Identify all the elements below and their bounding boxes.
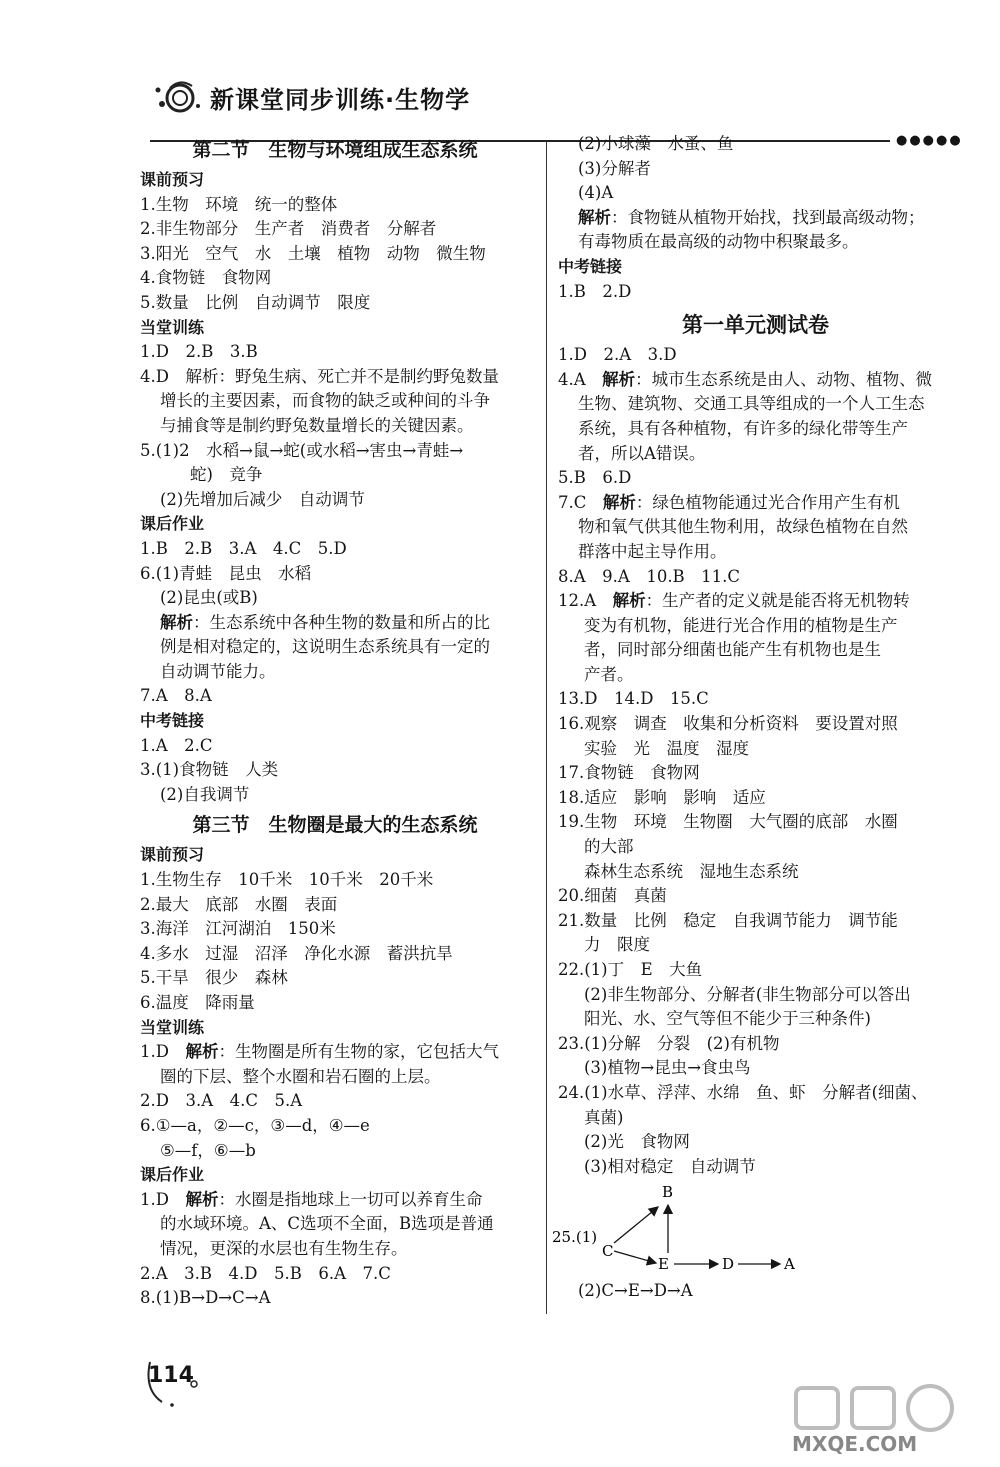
header-title: 新课堂同步训练·生物学 <box>210 86 471 114</box>
answer-line: 例是相对稳定的，这说明生态系统具有一定的 <box>160 637 490 657</box>
analysis-keyword: 解析 <box>612 591 646 611</box>
answer-line <box>558 589 953 614</box>
analysis-text: ：生物圈是所有生物的家，它包括大气 <box>218 1042 499 1062</box>
answer-line: 增长的主要因素，而食物的缺乏或种间的斗争 <box>160 391 490 411</box>
answer-line: 23.(1)分解 分裂 (2)有机物 <box>558 1033 780 1053</box>
answer-line: 圈的下层、整个水圈和岩石圈的上层。 <box>160 1066 441 1086</box>
subheading: 课前预习 <box>140 170 205 189</box>
answer-line: (3)分解者 <box>578 158 651 178</box>
answer-line: 1.B 2.D <box>558 281 632 301</box>
answer-line <box>558 206 953 231</box>
unit-test-title: 第一单元测试卷 <box>682 313 829 338</box>
answer-line: 的水域环境。A、C选项不全面，B选项是普通 <box>160 1214 494 1234</box>
node-b: B <box>662 1183 674 1202</box>
node-d: D <box>722 1255 735 1274</box>
analysis-keyword: 解析 <box>578 207 611 227</box>
subheading: 中考链接 <box>558 256 623 276</box>
answer-line: 1.生物 环境 统一的整体 <box>140 194 338 214</box>
answer-line: 3.阳光 空气 水 土壤 植物 动物 微生物 <box>140 243 486 263</box>
answer-line: 森林生态系统 湿地生态系统 <box>584 861 799 881</box>
answer-line: 21.数量 比例 稳定 自我调节能力 调节能 <box>558 910 898 930</box>
answer-line: 1.D 2.B 3.B <box>140 342 258 362</box>
subheading: 中考链接 <box>140 711 205 731</box>
answer-line: 5.(1)2 水稻→鼠→蛇(或水稻→害虫→青蛙→ <box>140 440 464 460</box>
analysis-text: ：生态系统中各种生物的数量和所占的比 <box>193 612 490 632</box>
answer-line <box>558 491 953 516</box>
answer-line: 1.D 2.A 3.D <box>558 345 677 365</box>
answer-line: 实验 光 温度 湿度 <box>584 738 749 758</box>
answer-line: (2)自我调节 <box>160 784 250 804</box>
answer-line: 7.A 8.A <box>140 686 212 706</box>
answer-number: 4.A <box>558 369 603 389</box>
answer-line: 蛇) 竞争 <box>190 465 263 485</box>
answer-line: 8.(1)B→D→C→A <box>140 1288 271 1308</box>
answer-number: 1.D <box>140 1189 186 1209</box>
food-web-diagram <box>552 1179 953 1279</box>
analysis-keyword: 解析 <box>602 369 636 389</box>
answer-line: 2.D 3.A 4.C 5.A <box>140 1091 303 1111</box>
arrow-c-b <box>614 1207 658 1243</box>
subheading: 当堂训练 <box>140 317 205 337</box>
answer-line: 1.A 2.C <box>140 735 213 755</box>
analysis-keyword: 解析 <box>160 612 193 632</box>
logo-icon <box>150 74 210 114</box>
right-column <box>552 132 953 1304</box>
subheading: 课后作业 <box>140 514 205 534</box>
answer-line: (2)光 食物网 <box>584 1132 690 1152</box>
answer-line: 18.适应 影响 影响 适应 <box>558 787 766 807</box>
answer-line: 4.食物链 食物网 <box>140 268 272 288</box>
answer-line: 5.数量 比例 自动调节 限度 <box>140 292 371 312</box>
answer-line: 5.B 6.D <box>558 468 632 488</box>
analysis-keyword: 解析 <box>602 492 636 512</box>
analysis-text: ：城市生态系统是由人、动物、植物、微 <box>635 369 933 389</box>
answer-line: ⑤—f，⑥—b <box>160 1140 256 1160</box>
answer-line: 5.干旱 很少 森林 <box>140 968 288 988</box>
answer-line: 生物、建筑物、交通工具等组成的一个人工生态 <box>578 394 925 414</box>
answer-line: 3.海洋 江河湖泊 150米 <box>140 919 336 939</box>
answer-line: 群落中起主导作用。 <box>578 541 727 561</box>
answer-line: 阳光、水、空气等但不能少于三种条件) <box>584 1009 871 1029</box>
answer-line: 6.(1)青蛙 昆虫 水稻 <box>140 563 312 583</box>
answer-line: (3)植物→昆虫→食虫鸟 <box>584 1058 751 1078</box>
analysis-text: ：水圈是指地球上一切可以养育生命 <box>218 1189 483 1209</box>
answer-line: 自动调节能力。 <box>160 661 276 681</box>
answer-line: 的大部 <box>584 837 634 857</box>
q25-label: 25.(1) <box>552 1228 598 1247</box>
node-a: A <box>784 1255 795 1274</box>
subheading: 课后作业 <box>140 1165 205 1185</box>
answer-number: 12.A <box>558 591 613 611</box>
answer-line: 17.食物链 食物网 <box>558 763 700 783</box>
answer-line: 与捕食等是制约野兔数量增长的关键因素。 <box>160 415 474 435</box>
answer-line: 物和氧气供其他生物利用，故绿色植物在自然 <box>578 517 908 537</box>
answer-line: 6.①—a，②—c，③—d，④—e <box>140 1115 370 1135</box>
section-title: 第二节 生物与环境组成生态系统 <box>192 139 478 161</box>
answer-line <box>558 368 953 393</box>
answer-line <box>140 1188 530 1213</box>
analysis-keyword: 解析 <box>185 1189 219 1209</box>
answer-line: (3)相对稳定 自动调节 <box>584 1156 756 1176</box>
answer-line: 产者。 <box>584 664 634 684</box>
header-dots: ●●●●● <box>896 133 963 148</box>
answer-line: 24.(1)水草、浮萍、水绵 鱼、虾 分解者(细菌、 <box>558 1082 928 1102</box>
answer-line: 变为有机物，能进行光合作用的植物是生产 <box>584 615 898 635</box>
answer-line: 者，所以A错误。 <box>578 443 706 463</box>
food-web-svg <box>552 1179 818 1279</box>
answer-line: 者，同时部分细菌也能产生有机物也是生 <box>584 640 881 660</box>
node-c: C <box>602 1242 614 1261</box>
arrow-c-e <box>614 1251 656 1263</box>
answer-line: 16.观察 调查 收集和分析资料 要设置对照 <box>558 714 898 734</box>
answer-line <box>140 1040 530 1065</box>
analysis-text: ：生产者的定义就是能否将无机物转 <box>645 591 910 611</box>
answer-line: 19.生物 环境 生物圈 大气圈的底部 水圈 <box>558 812 898 832</box>
answer-line: (4)A <box>578 183 614 203</box>
section-title: 第三节 生物圈是最大的生态系统 <box>192 814 478 837</box>
answer-line: 情况，更深的水层也有生物生存。 <box>160 1238 408 1258</box>
answer-line: 6.温度 降雨量 <box>140 993 255 1012</box>
answer-line: (2)先增加后减少 自动调节 <box>160 489 365 509</box>
analysis-text: ：绿色植物能通过光合作用产生有机 <box>635 492 900 512</box>
answer-line: 1.生物生存 10千米 10千米 20千米 <box>140 870 434 890</box>
analysis-text: ：食物链从植物开始找，找到最高级动物； <box>611 207 925 227</box>
left-column <box>140 132 530 1311</box>
answer-line: 2.最大 底部 水圈 表面 <box>140 894 338 914</box>
answer-line: 有毒物质在最高级的动物中积聚最多。 <box>578 232 859 252</box>
node-e: E <box>658 1255 669 1274</box>
answer-line: 4.多水 过湿 沼泽 净化水源 蓄洪抗旱 <box>140 943 453 963</box>
answer-line: (2)小球藻 水蚤、鱼 <box>578 134 734 153</box>
answer-line: 4.D 解析：野兔生病、死亡并不是制约野兔数量 <box>140 366 499 386</box>
answer-line: 3.(1)食物链 人类 <box>140 760 279 780</box>
answer-line <box>140 611 530 636</box>
page-number: 114 <box>148 1363 194 1388</box>
answer-line: 22.(1)丁 E 大鱼 <box>558 960 703 979</box>
column-divider <box>546 142 547 1314</box>
answer-line: 力 限度 <box>584 935 650 955</box>
answer-line: (2)非生物部分、分解者(非生物部分可以答出 <box>584 984 911 1004</box>
answer-line: (2)C→E→D→A <box>578 1281 693 1301</box>
subheading: 课前预习 <box>140 845 205 865</box>
answer-line: (2)昆虫(或B) <box>160 588 258 608</box>
answer-line: 20.细菌 真菌 <box>558 886 667 906</box>
subheading: 当堂训练 <box>140 1017 205 1037</box>
answer-line: 真菌) <box>584 1107 624 1127</box>
answer-number: 1.D <box>140 1042 186 1062</box>
answer-line: 系统，具有各种植物，有许多的绿化带等生产 <box>578 418 908 438</box>
answer-line: 1.B 2.B 3.A 4.C 5.D <box>140 538 347 558</box>
answer-line: 13.D 14.D 15.C <box>558 689 709 709</box>
answer-number: 7.C <box>558 492 603 512</box>
answer-line: 8.A 9.A 10.B 11.C <box>558 566 741 586</box>
answer-line: 2.非生物部分 生产者 消费者 分解者 <box>140 219 437 239</box>
answer-line: 2.A 3.B 4.D 5.B 6.A 7.C <box>140 1263 391 1283</box>
watermark-text: MXQE.COM <box>792 1432 918 1456</box>
analysis-keyword: 解析 <box>185 1042 219 1062</box>
